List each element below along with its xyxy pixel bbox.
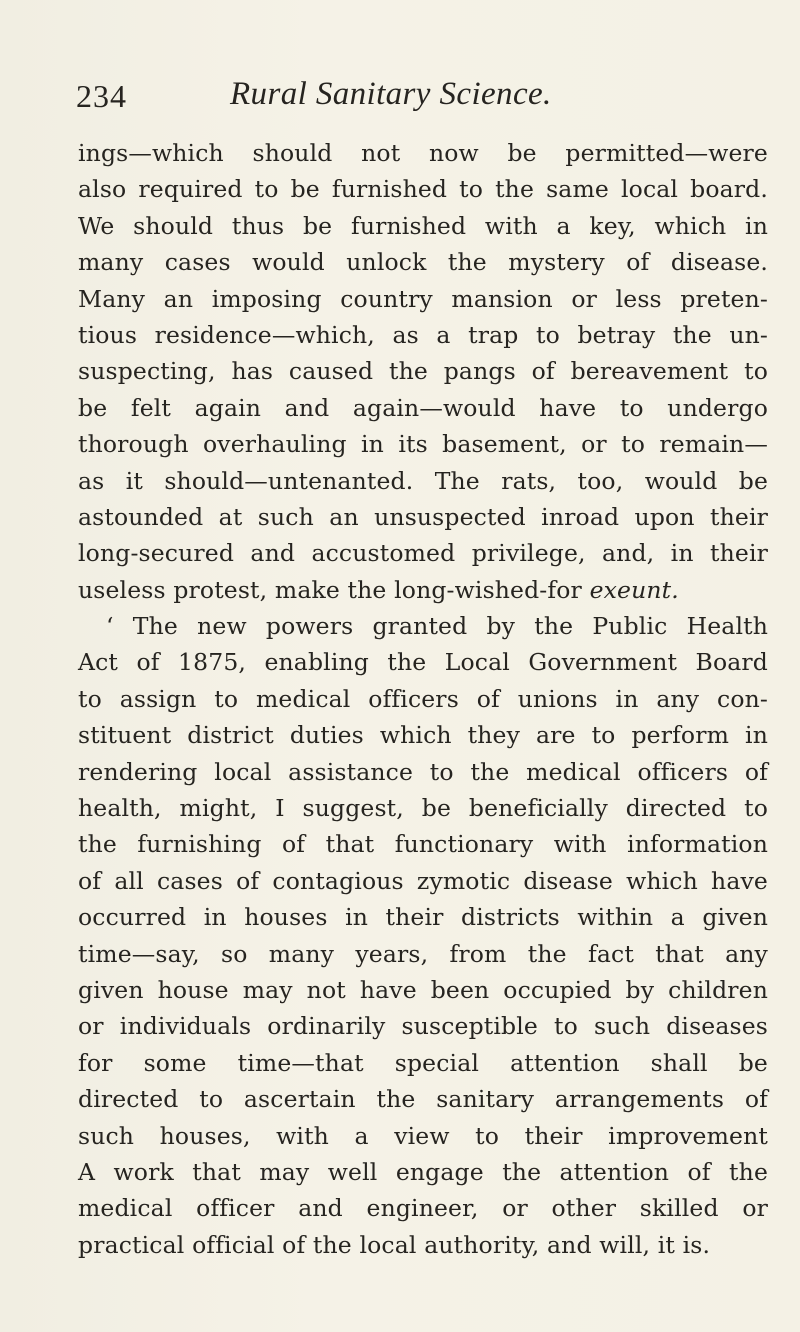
text-line: given house may not have been occupied by children <box>78 975 768 1004</box>
text-line: practical official of the local authority, and will, it is. <box>78 1230 711 1259</box>
text-line: A work that may well engage the attention of the <box>78 1157 768 1186</box>
body-text <box>78 135 768 1263</box>
text-line: health, might, I suggest, be beneficially directed to <box>78 794 768 823</box>
text-line: suspecting, has caused the pangs of bereavement to <box>78 357 768 386</box>
text-line: thorough overhauling in its basement, or to remain— <box>78 430 768 459</box>
running-title: Rural Sanitary Science. <box>230 76 552 112</box>
paragraph-2 <box>78 608 768 1263</box>
text-line-prefix: useless protest, make the long-wished-for <box>78 575 590 604</box>
text-line: occurred in houses in their districts within a given <box>78 903 768 932</box>
text-line: of all cases of contagious zymotic disease which have <box>78 866 768 895</box>
text-line: also required to be furnished to the same local board. <box>78 175 768 204</box>
text-line: time—say, so many years, from the fact that any <box>78 939 768 968</box>
text-line: tious residence—which, as a trap to betray the un- <box>78 320 768 349</box>
text-line: astounded at such an unsuspected inroad upon their <box>78 502 768 531</box>
text-line-final <box>78 572 768 608</box>
text-line: many cases would unlock the mystery of disease. <box>78 248 768 277</box>
text-line: as it should—untenanted. The rats, too, would be <box>78 466 768 495</box>
paragraph-1 <box>78 135 768 608</box>
italic-word: exeunt. <box>589 575 679 604</box>
page-header <box>76 72 756 118</box>
text-line: be felt again and again—would have to undergo <box>78 393 768 422</box>
text-line: the furnishing of that functionary with information <box>78 830 768 859</box>
text-line: ings—which should not now be permitted—were <box>78 139 768 167</box>
text-line: long-secured and accustomed privilege, and, in their <box>78 539 768 568</box>
text-line: directed to ascertain the sanitary arrangements of <box>78 1085 768 1114</box>
page-number: 234 <box>76 78 127 114</box>
text-line: for some time—that special attention shall be <box>78 1048 768 1077</box>
text-line: medical officer and engineer, or other skilled or <box>78 1194 768 1223</box>
text-line: stituent district duties which they are to perform in <box>78 721 768 750</box>
text-line: Act of 1875, enabling the Local Government Board <box>78 648 768 677</box>
text-line: We should thus be furnished with a key, which in <box>78 211 768 240</box>
text-line: rendering local assistance to the medical officers of <box>78 757 768 786</box>
text-line: or individuals ordinarily susceptible to such diseases <box>78 1012 768 1041</box>
text-line: to assign to medical officers of unions in any con- <box>78 684 768 713</box>
text-line: Many an imposing country mansion or less preten- <box>78 284 768 313</box>
text-line: such houses, with a view to their improvement <box>78 1121 768 1150</box>
text-line: ‘ The new powers granted by the Public Health <box>106 612 768 641</box>
